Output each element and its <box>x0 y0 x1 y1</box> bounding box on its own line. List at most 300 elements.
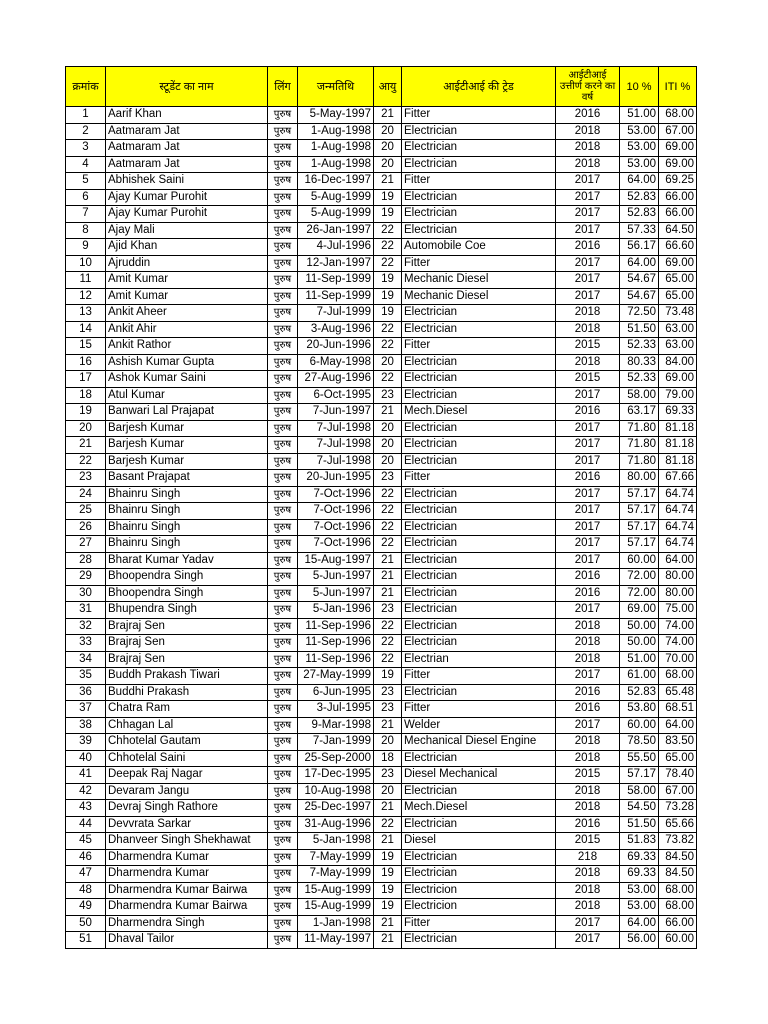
cell-tenth-percent: 56.17 <box>620 239 659 256</box>
table-row <box>66 387 697 404</box>
cell-age: 20 <box>374 783 402 800</box>
cell-trade: Electrician <box>402 354 556 371</box>
cell-gender: पुरुष <box>268 371 298 388</box>
cell-age: 21 <box>374 717 402 734</box>
cell-pass-year: 2017 <box>556 272 620 289</box>
cell-dob: 15-Aug-1999 <box>298 899 374 916</box>
cell-sno: 6 <box>66 189 106 206</box>
cell-age: 19 <box>374 206 402 223</box>
cell-gender: पुरुष <box>268 552 298 569</box>
cell-trade: Electrician <box>402 569 556 586</box>
cell-iti-percent: 68.00 <box>659 899 697 916</box>
cell-pass-year: 2016 <box>556 470 620 487</box>
cell-iti-percent: 67.66 <box>659 470 697 487</box>
table-row <box>66 404 697 421</box>
cell-iti-percent: 69.00 <box>659 255 697 272</box>
table-row <box>66 189 697 206</box>
cell-iti-percent: 81.18 <box>659 420 697 437</box>
cell-trade: Automobile Coe <box>402 239 556 256</box>
table-row <box>66 701 697 718</box>
cell-sno: 1 <box>66 107 106 124</box>
cell-dob: 1-Jan-1998 <box>298 915 374 932</box>
cell-iti-percent: 65.66 <box>659 816 697 833</box>
cell-pass-year: 2018 <box>556 321 620 338</box>
cell-trade: Fitter <box>402 338 556 355</box>
cell-gender: पुरुष <box>268 684 298 701</box>
cell-dob: 16-Dec-1997 <box>298 173 374 190</box>
cell-pass-year: 2017 <box>556 206 620 223</box>
cell-tenth-percent: 51.00 <box>620 651 659 668</box>
cell-tenth-percent: 63.17 <box>620 404 659 421</box>
cell-tenth-percent: 64.00 <box>620 173 659 190</box>
cell-name: Ajay Kumar Purohit <box>106 189 268 206</box>
cell-gender: पुरुष <box>268 783 298 800</box>
cell-dob: 6-May-1998 <box>298 354 374 371</box>
cell-pass-year: 2015 <box>556 767 620 784</box>
cell-iti-percent: 66.00 <box>659 915 697 932</box>
cell-age: 20 <box>374 140 402 157</box>
cell-name: Devraj Singh Rathore <box>106 800 268 817</box>
header-tenth-percent: 10 % <box>620 67 659 107</box>
cell-gender: पुरुष <box>268 569 298 586</box>
cell-gender: पुरुष <box>268 470 298 487</box>
cell-sno: 48 <box>66 882 106 899</box>
table-row <box>66 536 697 553</box>
cell-dob: 1-Aug-1998 <box>298 123 374 140</box>
cell-gender: पुरुष <box>268 734 298 751</box>
cell-iti-percent: 66.00 <box>659 206 697 223</box>
cell-sno: 16 <box>66 354 106 371</box>
table-row <box>66 849 697 866</box>
cell-age: 21 <box>374 552 402 569</box>
cell-dob: 7-May-1999 <box>298 849 374 866</box>
cell-age: 18 <box>374 750 402 767</box>
table-row <box>66 239 697 256</box>
cell-sno: 8 <box>66 222 106 239</box>
cell-tenth-percent: 54.50 <box>620 800 659 817</box>
table-row <box>66 420 697 437</box>
cell-pass-year: 2018 <box>556 750 620 767</box>
cell-name: Brajraj Sen <box>106 635 268 652</box>
cell-dob: 9-Mar-1998 <box>298 717 374 734</box>
cell-iti-percent: 69.25 <box>659 173 697 190</box>
cell-iti-percent: 67.00 <box>659 123 697 140</box>
cell-sno: 29 <box>66 569 106 586</box>
cell-gender: पुरुष <box>268 536 298 553</box>
cell-age: 23 <box>374 701 402 718</box>
cell-tenth-percent: 53.00 <box>620 156 659 173</box>
cell-trade: Electrician <box>402 618 556 635</box>
cell-pass-year: 2017 <box>556 420 620 437</box>
cell-pass-year: 2017 <box>556 552 620 569</box>
cell-iti-percent: 74.00 <box>659 635 697 652</box>
cell-age: 22 <box>374 239 402 256</box>
cell-pass-year: 2016 <box>556 239 620 256</box>
cell-tenth-percent: 71.80 <box>620 420 659 437</box>
cell-name: Ajay Mali <box>106 222 268 239</box>
student-table <box>65 66 697 949</box>
cell-sno: 17 <box>66 371 106 388</box>
cell-iti-percent: 64.00 <box>659 717 697 734</box>
cell-trade: Electrician <box>402 585 556 602</box>
cell-pass-year: 2015 <box>556 371 620 388</box>
cell-pass-year: 2017 <box>556 915 620 932</box>
cell-gender: पुरुष <box>268 173 298 190</box>
cell-tenth-percent: 58.00 <box>620 783 659 800</box>
header-trade: आईटीआई की ट्रेड <box>402 67 556 107</box>
table-row <box>66 833 697 850</box>
cell-iti-percent: 64.74 <box>659 536 697 553</box>
cell-gender: पुरुष <box>268 189 298 206</box>
cell-name: Aarif Khan <box>106 107 268 124</box>
cell-tenth-percent: 52.83 <box>620 189 659 206</box>
cell-gender: पुरुष <box>268 816 298 833</box>
header-dob: जन्मतिथि <box>298 67 374 107</box>
cell-age: 19 <box>374 866 402 883</box>
cell-name: Amit Kumar <box>106 288 268 305</box>
header-age: आयु <box>374 67 402 107</box>
table-row <box>66 486 697 503</box>
cell-age: 20 <box>374 420 402 437</box>
cell-pass-year: 2016 <box>556 404 620 421</box>
cell-sno: 20 <box>66 420 106 437</box>
cell-sno: 40 <box>66 750 106 767</box>
cell-age: 22 <box>374 536 402 553</box>
cell-name: Aatmaram Jat <box>106 123 268 140</box>
cell-trade: Mechanic Diesel <box>402 272 556 289</box>
cell-iti-percent: 84.50 <box>659 849 697 866</box>
cell-age: 21 <box>374 404 402 421</box>
cell-name: Bhainru Singh <box>106 503 268 520</box>
cell-pass-year: 2015 <box>556 833 620 850</box>
cell-tenth-percent: 53.00 <box>620 899 659 916</box>
cell-name: Dhanveer Singh Shekhawat <box>106 833 268 850</box>
table-row <box>66 470 697 487</box>
cell-pass-year: 2016 <box>556 585 620 602</box>
table-row <box>66 552 697 569</box>
cell-iti-percent: 64.74 <box>659 503 697 520</box>
cell-iti-percent: 83.50 <box>659 734 697 751</box>
cell-sno: 9 <box>66 239 106 256</box>
cell-dob: 6-Oct-1995 <box>298 387 374 404</box>
cell-iti-percent: 73.48 <box>659 305 697 322</box>
cell-dob: 7-Oct-1996 <box>298 503 374 520</box>
cell-trade: Electrician <box>402 849 556 866</box>
cell-dob: 1-Aug-1998 <box>298 156 374 173</box>
cell-gender: पुरुष <box>268 668 298 685</box>
table-row <box>66 783 697 800</box>
cell-dob: 20-Jun-1996 <box>298 338 374 355</box>
cell-sno: 21 <box>66 437 106 454</box>
cell-name: Bharat Kumar Yadav <box>106 552 268 569</box>
cell-gender: पुरुष <box>268 503 298 520</box>
cell-age: 20 <box>374 453 402 470</box>
cell-sno: 49 <box>66 899 106 916</box>
cell-tenth-percent: 51.50 <box>620 816 659 833</box>
cell-pass-year: 2017 <box>556 503 620 520</box>
cell-trade: Electrician <box>402 206 556 223</box>
cell-age: 22 <box>374 321 402 338</box>
cell-sno: 15 <box>66 338 106 355</box>
cell-sno: 13 <box>66 305 106 322</box>
cell-gender: पुरुष <box>268 882 298 899</box>
table-row <box>66 800 697 817</box>
cell-dob: 5-Jan-1998 <box>298 833 374 850</box>
header-iti-percent: ITI % <box>659 67 697 107</box>
cell-iti-percent: 65.00 <box>659 272 697 289</box>
cell-sno: 36 <box>66 684 106 701</box>
cell-name: Brajraj Sen <box>106 618 268 635</box>
cell-sno: 4 <box>66 156 106 173</box>
table-row <box>66 222 697 239</box>
cell-trade: Fitter <box>402 668 556 685</box>
cell-tenth-percent: 80.00 <box>620 470 659 487</box>
cell-trade: Electricion <box>402 899 556 916</box>
cell-trade: Electrician <box>402 684 556 701</box>
cell-tenth-percent: 80.33 <box>620 354 659 371</box>
cell-trade: Electrician <box>402 305 556 322</box>
cell-name: Chatra Ram <box>106 701 268 718</box>
cell-age: 21 <box>374 585 402 602</box>
cell-name: Basant Prajapat <box>106 470 268 487</box>
cell-gender: पुरुष <box>268 486 298 503</box>
cell-iti-percent: 78.40 <box>659 767 697 784</box>
cell-trade: Electrician <box>402 371 556 388</box>
cell-trade: Electrician <box>402 123 556 140</box>
table-row <box>66 569 697 586</box>
cell-sno: 24 <box>66 486 106 503</box>
table-row <box>66 173 697 190</box>
cell-gender: पुरुष <box>268 404 298 421</box>
cell-iti-percent: 65.00 <box>659 750 697 767</box>
cell-dob: 7-Oct-1996 <box>298 486 374 503</box>
header-gender: लिंग <box>268 67 298 107</box>
cell-tenth-percent: 57.17 <box>620 536 659 553</box>
cell-age: 21 <box>374 107 402 124</box>
cell-tenth-percent: 55.50 <box>620 750 659 767</box>
cell-gender: पुरुष <box>268 387 298 404</box>
cell-name: Bhainru Singh <box>106 536 268 553</box>
cell-dob: 11-Sep-1999 <box>298 272 374 289</box>
table-row <box>66 816 697 833</box>
cell-iti-percent: 64.74 <box>659 486 697 503</box>
cell-iti-percent: 68.00 <box>659 668 697 685</box>
cell-trade: Electrician <box>402 222 556 239</box>
table-row <box>66 635 697 652</box>
cell-name: Aatmaram Jat <box>106 156 268 173</box>
cell-iti-percent: 68.51 <box>659 701 697 718</box>
cell-tenth-percent: 64.00 <box>620 915 659 932</box>
cell-tenth-percent: 60.00 <box>620 717 659 734</box>
cell-age: 19 <box>374 189 402 206</box>
cell-age: 23 <box>374 470 402 487</box>
cell-gender: पुरुष <box>268 602 298 619</box>
cell-age: 21 <box>374 569 402 586</box>
cell-age: 23 <box>374 684 402 701</box>
cell-gender: पुरुष <box>268 866 298 883</box>
cell-sno: 50 <box>66 915 106 932</box>
cell-gender: पुरुष <box>268 750 298 767</box>
cell-gender: पुरुष <box>268 123 298 140</box>
cell-dob: 27-May-1999 <box>298 668 374 685</box>
table-row <box>66 932 697 949</box>
cell-iti-percent: 63.00 <box>659 321 697 338</box>
table-row <box>66 123 697 140</box>
cell-pass-year: 2017 <box>556 536 620 553</box>
cell-iti-percent: 81.18 <box>659 437 697 454</box>
cell-iti-percent: 64.00 <box>659 552 697 569</box>
table-row <box>66 503 697 520</box>
cell-dob: 7-May-1999 <box>298 866 374 883</box>
cell-name: Bhainru Singh <box>106 519 268 536</box>
cell-age: 22 <box>374 338 402 355</box>
cell-dob: 25-Dec-1997 <box>298 800 374 817</box>
cell-pass-year: 2018 <box>556 305 620 322</box>
cell-name: Atul Kumar <box>106 387 268 404</box>
cell-sno: 42 <box>66 783 106 800</box>
cell-name: Buddh Prakash Tiwari <box>106 668 268 685</box>
cell-name: Bhoopendra Singh <box>106 569 268 586</box>
cell-trade: Electrician <box>402 453 556 470</box>
cell-tenth-percent: 69.00 <box>620 602 659 619</box>
cell-name: Bhoopendra Singh <box>106 585 268 602</box>
cell-dob: 5-Jun-1997 <box>298 585 374 602</box>
cell-age: 22 <box>374 618 402 635</box>
cell-sno: 31 <box>66 602 106 619</box>
cell-dob: 5-Jan-1996 <box>298 602 374 619</box>
cell-age: 20 <box>374 156 402 173</box>
cell-sno: 28 <box>66 552 106 569</box>
table-row <box>66 602 697 619</box>
cell-dob: 5-Aug-1999 <box>298 189 374 206</box>
cell-name: Devaram Jangu <box>106 783 268 800</box>
cell-age: 23 <box>374 387 402 404</box>
cell-tenth-percent: 51.50 <box>620 321 659 338</box>
cell-iti-percent: 69.00 <box>659 156 697 173</box>
cell-trade: Electrician <box>402 156 556 173</box>
cell-sno: 44 <box>66 816 106 833</box>
cell-sno: 46 <box>66 849 106 866</box>
cell-trade: Electrician <box>402 635 556 652</box>
cell-trade: Electrician <box>402 321 556 338</box>
cell-trade: Mech.Diesel <box>402 404 556 421</box>
cell-age: 20 <box>374 123 402 140</box>
cell-gender: पुरुष <box>268 849 298 866</box>
table-row <box>66 882 697 899</box>
cell-age: 22 <box>374 651 402 668</box>
cell-sno: 39 <box>66 734 106 751</box>
cell-dob: 11-Sep-1999 <box>298 288 374 305</box>
cell-trade: Diesel <box>402 833 556 850</box>
table-body <box>66 107 697 949</box>
cell-gender: पुरुष <box>268 932 298 949</box>
cell-dob: 3-Jul-1995 <box>298 701 374 718</box>
cell-sno: 33 <box>66 635 106 652</box>
cell-gender: पुरुष <box>268 437 298 454</box>
cell-age: 20 <box>374 437 402 454</box>
cell-name: Dharmendra Singh <box>106 915 268 932</box>
cell-trade: Electrician <box>402 816 556 833</box>
cell-trade: Electrician <box>402 503 556 520</box>
cell-sno: 5 <box>66 173 106 190</box>
cell-age: 22 <box>374 371 402 388</box>
cell-tenth-percent: 50.00 <box>620 635 659 652</box>
cell-tenth-percent: 72.00 <box>620 569 659 586</box>
cell-name: Dharmendra Kumar Bairwa <box>106 882 268 899</box>
cell-iti-percent: 64.50 <box>659 222 697 239</box>
cell-gender: पुरुष <box>268 635 298 652</box>
cell-dob: 5-Jun-1997 <box>298 569 374 586</box>
cell-dob: 15-Aug-1997 <box>298 552 374 569</box>
table-row <box>66 866 697 883</box>
cell-age: 19 <box>374 272 402 289</box>
cell-iti-percent: 65.48 <box>659 684 697 701</box>
cell-trade: Diesel Mechanical <box>402 767 556 784</box>
cell-trade: Electrician <box>402 602 556 619</box>
table-row <box>66 305 697 322</box>
header-row <box>66 67 697 107</box>
cell-tenth-percent: 53.00 <box>620 123 659 140</box>
table-row <box>66 338 697 355</box>
cell-trade: Fitter <box>402 255 556 272</box>
cell-gender: पुरुष <box>268 618 298 635</box>
cell-iti-percent: 81.18 <box>659 453 697 470</box>
cell-pass-year: 2016 <box>556 684 620 701</box>
cell-tenth-percent: 69.33 <box>620 866 659 883</box>
header-pass-year: आईटीआई उत्तीर्ण करने का वर्ष <box>556 67 620 107</box>
cell-sno: 23 <box>66 470 106 487</box>
table-row <box>66 618 697 635</box>
table-row <box>66 585 697 602</box>
cell-pass-year: 2018 <box>556 866 620 883</box>
cell-name: Chhotelal Saini <box>106 750 268 767</box>
cell-dob: 27-Aug-1996 <box>298 371 374 388</box>
cell-pass-year: 2018 <box>556 354 620 371</box>
cell-tenth-percent: 56.00 <box>620 932 659 949</box>
cell-trade: Electrician <box>402 932 556 949</box>
cell-trade: Electrician <box>402 140 556 157</box>
cell-iti-percent: 74.00 <box>659 618 697 635</box>
cell-gender: पुरुष <box>268 519 298 536</box>
cell-pass-year: 2016 <box>556 107 620 124</box>
cell-trade: Electrian <box>402 651 556 668</box>
cell-sno: 35 <box>66 668 106 685</box>
cell-sno: 34 <box>66 651 106 668</box>
cell-tenth-percent: 71.80 <box>620 453 659 470</box>
cell-pass-year: 2018 <box>556 123 620 140</box>
cell-iti-percent: 69.00 <box>659 140 697 157</box>
cell-pass-year: 2017 <box>556 255 620 272</box>
table-row <box>66 750 697 767</box>
cell-gender: पुरुष <box>268 354 298 371</box>
cell-tenth-percent: 57.33 <box>620 222 659 239</box>
cell-age: 21 <box>374 173 402 190</box>
cell-name: Ashok Kumar Saini <box>106 371 268 388</box>
cell-tenth-percent: 72.00 <box>620 585 659 602</box>
cell-trade: Electricion <box>402 882 556 899</box>
cell-name: Chhagan Lal <box>106 717 268 734</box>
cell-gender: पुरुष <box>268 140 298 157</box>
cell-trade: Mech.Diesel <box>402 800 556 817</box>
cell-gender: पुरुष <box>268 156 298 173</box>
cell-gender: पुरुष <box>268 272 298 289</box>
cell-age: 22 <box>374 816 402 833</box>
cell-iti-percent: 67.00 <box>659 783 697 800</box>
cell-sno: 7 <box>66 206 106 223</box>
cell-pass-year: 2018 <box>556 635 620 652</box>
table-row <box>66 288 697 305</box>
cell-gender: पुरुष <box>268 288 298 305</box>
